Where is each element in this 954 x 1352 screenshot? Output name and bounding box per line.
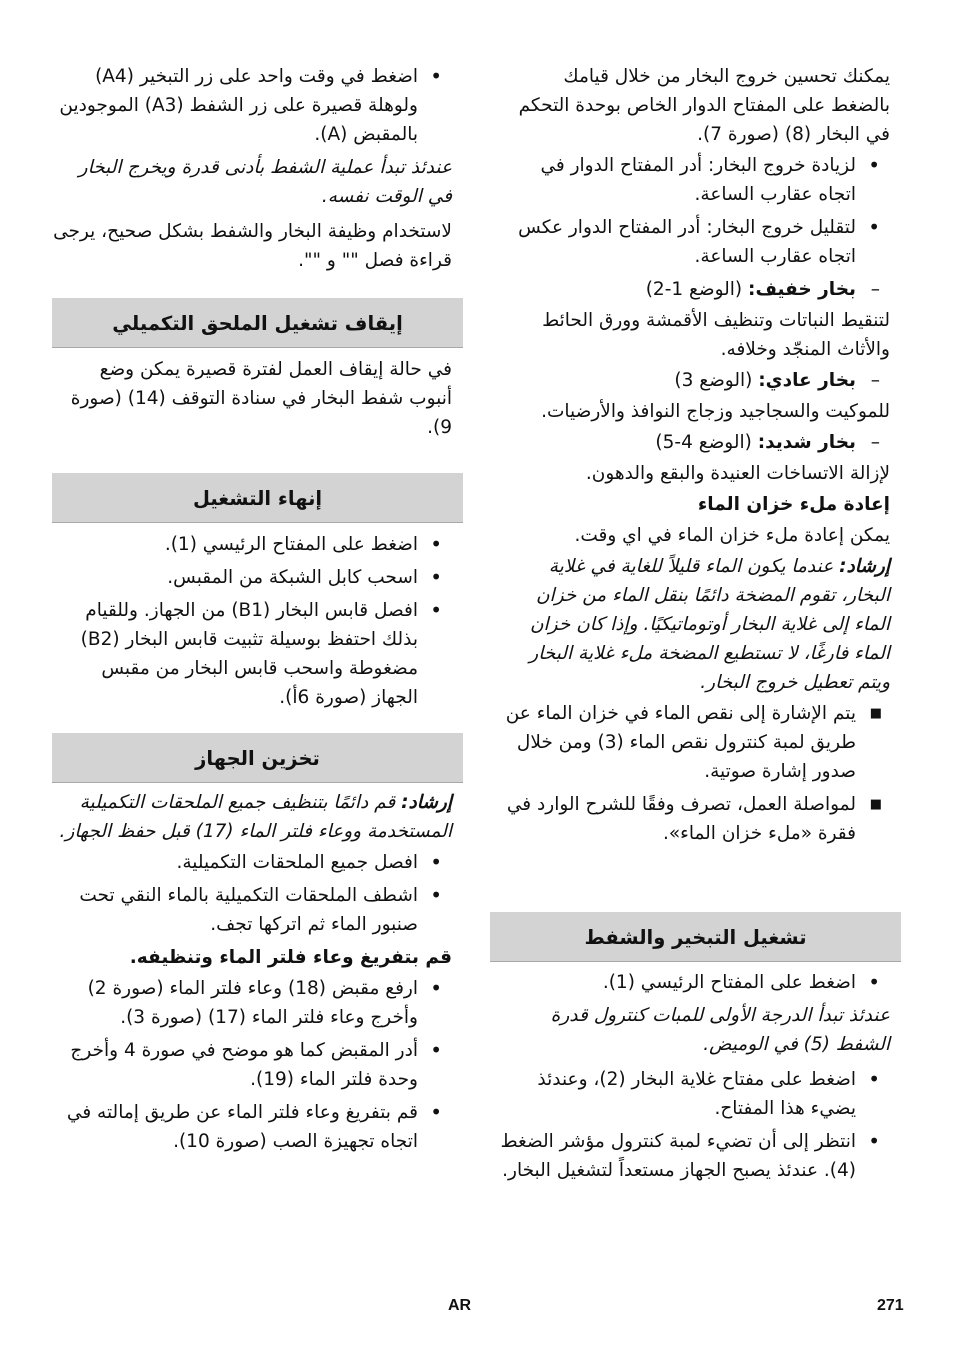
note-label: إرشاد:: [401, 792, 452, 813]
list-item: • لزيادة خروج البخار: أدر المفتاح الدوار في اتجاه عقارب الساعة.: [500, 151, 890, 209]
heading-text: إنهاء التشغيل: [192, 486, 323, 510]
steam-light-item: [500, 275, 890, 304]
right-column-bottom: [500, 968, 890, 1189]
steam-normal-label: بخار عادي:: [758, 370, 856, 391]
right-column: [500, 62, 890, 852]
section-heading-pause: [52, 298, 463, 348]
left-column-top: [52, 62, 452, 277]
steam-strong-desc: لإزالة الاتساخات العنيدة والبقع والدهون.: [585, 463, 890, 484]
list-item: ■ يتم الإشارة إلى نقص الماء في خزان الماء عن طريق لمبة كنترول نقص الماء (3) ومن خلال صدور إشارة صوتية.: [500, 699, 890, 786]
steam-light-label: بخار خفيف:: [748, 279, 856, 300]
end-list: [52, 530, 452, 712]
steam-light-desc: لتنقيط النباتات وتنظيف الأقمشة وورق الحائط والأثاث المنجّد وخلافه.: [542, 310, 890, 360]
storage-list: [52, 848, 452, 939]
list-item: • افصل جميع الملحقات التكميلية.: [52, 848, 452, 877]
list-item: • اشطف الملحقات التكميلية بالماء النقي تحت صنبور الماء ثم اتركها تجف.: [52, 881, 452, 939]
steam-normal-pos: (الوضع 3): [674, 370, 753, 391]
combined-op-note: عندئذ تبدأ عملية الشفط بأدنى قدرة ويخرج البخار في الوقت نفسه.: [78, 157, 452, 207]
steam-strong-label: بخار شديد:: [757, 432, 856, 453]
steam-strong-pos: (الوضع 4-5): [655, 432, 752, 453]
pause-section: [52, 355, 452, 444]
storage-note: [52, 788, 452, 846]
heading-text: تخزين الجهاز: [195, 746, 320, 770]
section-heading-steam-suction: [490, 912, 901, 962]
operation-note: عندئذ تبدأ الدرجة الأولى للمبات كنترول قدرة الشفط (5) في الوميض.: [550, 1005, 890, 1055]
page-number: 271: [877, 1297, 904, 1314]
note-text: عندما يكون الماء قليلاً للغاية في غلاية البخار، تقوم المضخة دائمًا بنقل الماء من خزان الماء إلى غلاية البخار أوتوماتيكيًا. وإذا كان خزان الماء فارغًا، لا تستطيع المضخة ملء غلاية البخار ويتم تعطيل خروج البخار.: [529, 556, 890, 693]
list-item: • ارفع مقبض (18) وعاء فلتر الماء (صورة 2) وأخرج وعاء فلتر الماء (17) (صورة 3).: [52, 974, 452, 1032]
steam-normal-item: [500, 366, 890, 395]
refill-heading: إعادة ملء خزان الماء: [697, 494, 890, 515]
steam-intro: يمكنك تحسين خروج البخار من خلال قيامك بالضغط على المفتاح الدوار الخاص بوحدة التحكم في البخار (8) (صورة 7).: [518, 66, 890, 145]
note-text: قم دائمًا بتنظيف جميع الملحقات التكميلية المستخدمة ووعاء فلتر الماء (17) قبل حفظ الجهاز.: [59, 792, 452, 842]
water-shortage-list: [500, 699, 890, 848]
operation-list: [500, 968, 890, 997]
list-item: • قم بتفريغ وعاء فلتر الماء عن طريق إمالته في اتجاه تجهيزة الصب (صورة 10).: [52, 1098, 452, 1156]
refill-note: [500, 552, 890, 697]
section-heading-storage: [52, 733, 463, 783]
list-item: • اضغط في وقت واحد على زر التبخير (A4) ولوهلة قصيرة على زر الشفط (A3) الموجودين بالمقبض (A).: [52, 62, 452, 149]
list-item: • لتقليل خروج البخار: أدر المفتاح الدوار عكس اتجاه عقارب الساعة.: [500, 213, 890, 271]
pause-text: في حالة إيقاف العمل لفترة قصيرة يمكن وضع أنبوب شفط البخار في سنادة التوقف (14) (صورة 9).: [70, 359, 452, 438]
storage-section: [52, 788, 452, 1160]
list-item: ■ لمواصلة العمل، تصرف وفقًا للشرح الوارد في فقرة «ملء خزان الماء».: [500, 790, 890, 848]
steam-strong-item: [500, 428, 890, 457]
section-heading-end: [52, 473, 463, 523]
heading-text: تشغيل التبخير والشفط: [584, 925, 807, 949]
combined-op-list: [52, 62, 452, 149]
filter-list: [52, 974, 452, 1156]
combined-op-text: لاستخدام وظيفة البخار والشفط بشكل صحيح، يرجى قراءة فصل "" و "".: [53, 221, 452, 271]
list-item: • اسحب كابل الشبكة من المقبس.: [52, 563, 452, 592]
operation-list-2: [500, 1065, 890, 1185]
list-item: • اضغط على مفتاح غلاية البخار (2)، وعندئذ يضيء هذا المفتاح.: [500, 1065, 890, 1123]
footer-language: AR: [448, 1297, 472, 1314]
list-item: • اضغط على المفتاح الرئيسي (1).: [52, 530, 452, 559]
list-item: • افصل قابس البخار (B1) من الجهاز. وللقيام بذلك احتفظ بوسيلة تثبيت قابس البخار (B2) مضغوطة واسحب قابس البخار من مقبس الجهاز (صورة 6أ).: [52, 596, 452, 712]
filter-subheading: قم بتفريغ وعاء فلتر الماء وتنظيفه.: [129, 947, 452, 968]
list-item: • أدر المقبض كما هو موضح في صورة 4 وأخرج وحدة فلتر الماء (19).: [52, 1036, 452, 1094]
steam-normal-desc: للموكيت والسجاجيد وزجاج النوافذ والأرضيات.: [541, 401, 890, 422]
list-item: • انتظر إلى أن تضيء لمبة كنترول مؤشر الضغط (4). عندئذ يصبح الجهاز مستعداً لتشغيل البخار.: [500, 1127, 890, 1185]
end-section: [52, 530, 452, 716]
refill-text: يمكن إعادة ملء خزان الماء في اي وقت.: [574, 525, 890, 546]
steam-adjust-list: [500, 151, 890, 271]
list-item: • اضغط على المفتاح الرئيسي (1).: [500, 968, 890, 997]
heading-text: إيقاف تشغيل الملحق التكميلي: [112, 311, 403, 335]
steam-light-pos: (الوضع 1-2): [645, 279, 743, 300]
note-label: إرشاد:: [839, 556, 890, 577]
